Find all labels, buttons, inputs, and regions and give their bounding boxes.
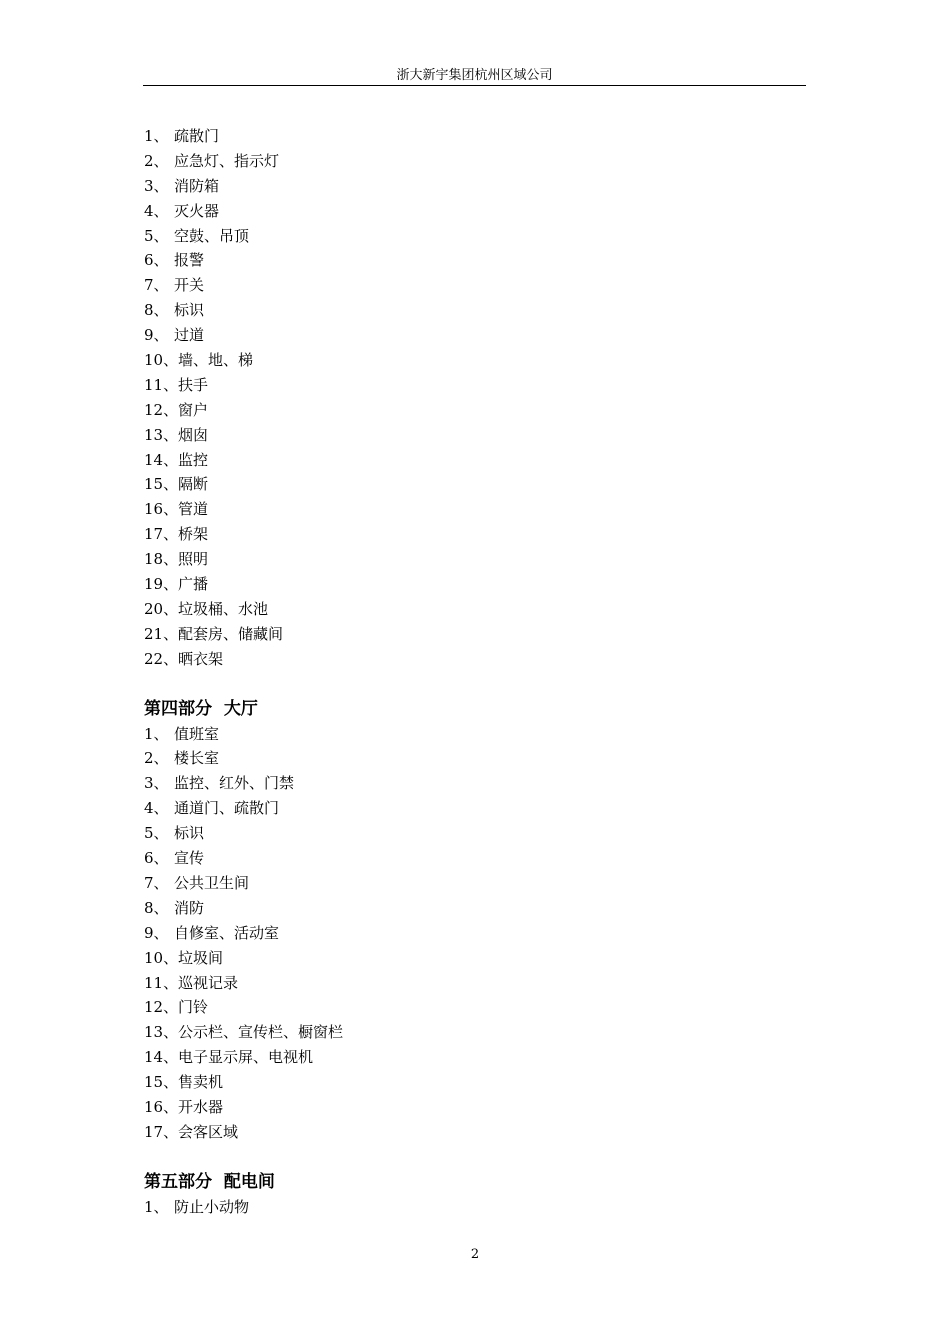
list-item-text: 监控	[178, 450, 209, 469]
list-item	[144, 821, 784, 846]
list-item-text: 通道门、疏散门	[174, 799, 280, 818]
list-item-number: 7、	[144, 276, 169, 295]
list-item	[144, 149, 784, 174]
list-item	[144, 323, 784, 348]
list-item-number: 14、	[144, 450, 179, 469]
list-item-text: 监控、红外、门禁	[174, 774, 295, 793]
list-item-number: 11、	[144, 375, 179, 394]
list-item-number: 6、	[144, 849, 169, 868]
list-item-text: 垃圾间	[178, 948, 224, 967]
list-item-number: 2、	[144, 151, 169, 170]
list-item	[144, 248, 784, 273]
list-item-number: 8、	[144, 898, 169, 917]
list-item-text: 开水器	[178, 1097, 224, 1116]
list-item	[144, 522, 784, 547]
list-item	[144, 1070, 784, 1095]
list-item	[144, 1120, 784, 1145]
list-item-number: 16、	[144, 1097, 179, 1116]
list-item-number: 4、	[144, 799, 169, 818]
inspection-list-continued	[144, 124, 784, 672]
list-item-number: 12、	[144, 400, 179, 419]
list-item	[144, 497, 784, 522]
list-item	[144, 174, 784, 199]
section-heading-power-room: 第五部分 配电间	[144, 1171, 275, 1192]
list-item-number: 21、	[144, 624, 179, 643]
list-item-text: 管道	[178, 500, 209, 519]
list-item	[144, 273, 784, 298]
list-item-text: 隔断	[178, 475, 209, 494]
list-item-text: 开关	[174, 276, 205, 295]
list-item-number: 20、	[144, 599, 179, 618]
list-item-number: 22、	[144, 649, 179, 668]
list-item	[144, 398, 784, 423]
list-item	[144, 1195, 784, 1220]
list-item-text: 过道	[174, 326, 205, 345]
list-item	[144, 448, 784, 473]
header-divider	[143, 85, 806, 86]
list-item	[144, 1045, 784, 1070]
list-item-number: 8、	[144, 301, 169, 320]
list-item	[144, 472, 784, 497]
list-item	[144, 597, 784, 622]
list-item-text: 桥架	[178, 525, 209, 544]
list-item-number: 5、	[144, 824, 169, 843]
list-item	[144, 946, 784, 971]
list-item	[144, 199, 784, 224]
list-item-number: 10、	[144, 351, 179, 370]
list-item-number: 14、	[144, 1048, 179, 1067]
list-item	[144, 647, 784, 672]
list-item-text: 巡视记录	[178, 973, 239, 992]
list-item-number: 9、	[144, 923, 169, 942]
list-item-number: 5、	[144, 226, 169, 245]
list-item-text: 垃圾桶、水池	[178, 599, 269, 618]
list-item-number: 15、	[144, 475, 179, 494]
list-item-text: 报警	[174, 251, 205, 270]
list-item	[144, 771, 784, 796]
list-item	[144, 423, 784, 448]
page-header-title: 浙大新宇集团杭州区域公司	[396, 68, 553, 83]
list-item-text: 消防	[174, 898, 205, 917]
list-item-number: 2、	[144, 749, 169, 768]
list-item-text: 配套房、储藏间	[178, 624, 284, 643]
list-item	[144, 1095, 784, 1120]
list-item	[144, 846, 784, 871]
list-item-number: 13、	[144, 1023, 179, 1042]
list-item-text: 照明	[178, 550, 209, 569]
page-number: 2	[470, 1247, 480, 1262]
list-item	[144, 796, 784, 821]
list-item-number: 1、	[144, 127, 169, 145]
list-item-text: 标识	[174, 301, 205, 320]
list-item-number: 16、	[144, 500, 179, 519]
list-item	[144, 224, 784, 249]
list-item	[144, 971, 784, 996]
list-item-number: 6、	[144, 251, 169, 270]
list-item-text: 会客区域	[178, 1122, 239, 1141]
list-item-text: 扶手	[178, 375, 209, 394]
list-item-number: 10、	[144, 948, 179, 967]
list-item-number: 12、	[144, 998, 179, 1017]
list-item-number: 19、	[144, 575, 179, 594]
list-item	[144, 995, 784, 1020]
list-item	[144, 722, 784, 747]
list-item-text: 公示栏、宣传栏、橱窗栏	[178, 1023, 344, 1042]
power-room-inspection-list	[144, 1195, 784, 1220]
list-item-text: 消防箱	[174, 176, 220, 195]
list-item	[144, 298, 784, 323]
document-body	[144, 124, 784, 1220]
list-item	[144, 348, 784, 373]
list-item-text: 电子显示屏、电视机	[178, 1048, 314, 1067]
list-item-number: 18、	[144, 550, 179, 569]
list-item-text: 疏散门	[174, 127, 220, 145]
section-heading-lobby: 第四部分 大厅	[144, 698, 258, 719]
list-item-text: 烟囱	[178, 425, 209, 444]
list-item-text: 宣传	[174, 849, 205, 868]
list-item	[144, 871, 784, 896]
list-item	[144, 746, 784, 771]
list-item-text: 空鼓、吊顶	[174, 226, 250, 245]
list-item	[144, 124, 784, 149]
list-item-text: 公共卫生间	[174, 873, 250, 892]
list-item-number: 1、	[144, 724, 169, 743]
list-item	[144, 373, 784, 398]
list-item-text: 值班室	[174, 724, 220, 743]
list-item-number: 7、	[144, 873, 169, 892]
list-item-number: 1、	[144, 1197, 169, 1216]
list-item	[144, 622, 784, 647]
list-item-number: 3、	[144, 176, 169, 195]
list-item-number: 4、	[144, 201, 169, 220]
list-item-text: 墙、地、梯	[178, 351, 254, 370]
list-item-number: 17、	[144, 525, 179, 544]
list-item-text: 广播	[178, 575, 209, 594]
list-item-number: 17、	[144, 1122, 179, 1141]
list-item-text: 应急灯、指示灯	[174, 151, 280, 170]
list-item-text: 防止小动物	[174, 1197, 250, 1216]
list-item	[144, 1020, 784, 1045]
list-item-number: 3、	[144, 774, 169, 793]
list-item-text: 自修室、活动室	[174, 923, 280, 942]
lobby-inspection-list	[144, 722, 784, 1145]
list-item-number: 11、	[144, 973, 179, 992]
list-item-text: 售卖机	[178, 1073, 224, 1092]
list-item	[144, 921, 784, 946]
list-item	[144, 896, 784, 921]
list-item	[144, 547, 784, 572]
list-item-number: 13、	[144, 425, 179, 444]
list-item-text: 标识	[174, 824, 205, 843]
list-item	[144, 572, 784, 597]
list-item-text: 灭火器	[174, 201, 220, 220]
list-item-text: 晒衣架	[178, 649, 224, 668]
list-item-number: 15、	[144, 1073, 179, 1092]
list-item-text: 门铃	[178, 998, 209, 1017]
list-item-text: 窗户	[178, 400, 209, 419]
list-item-number: 9、	[144, 326, 169, 345]
list-item-text: 楼长室	[174, 749, 220, 768]
